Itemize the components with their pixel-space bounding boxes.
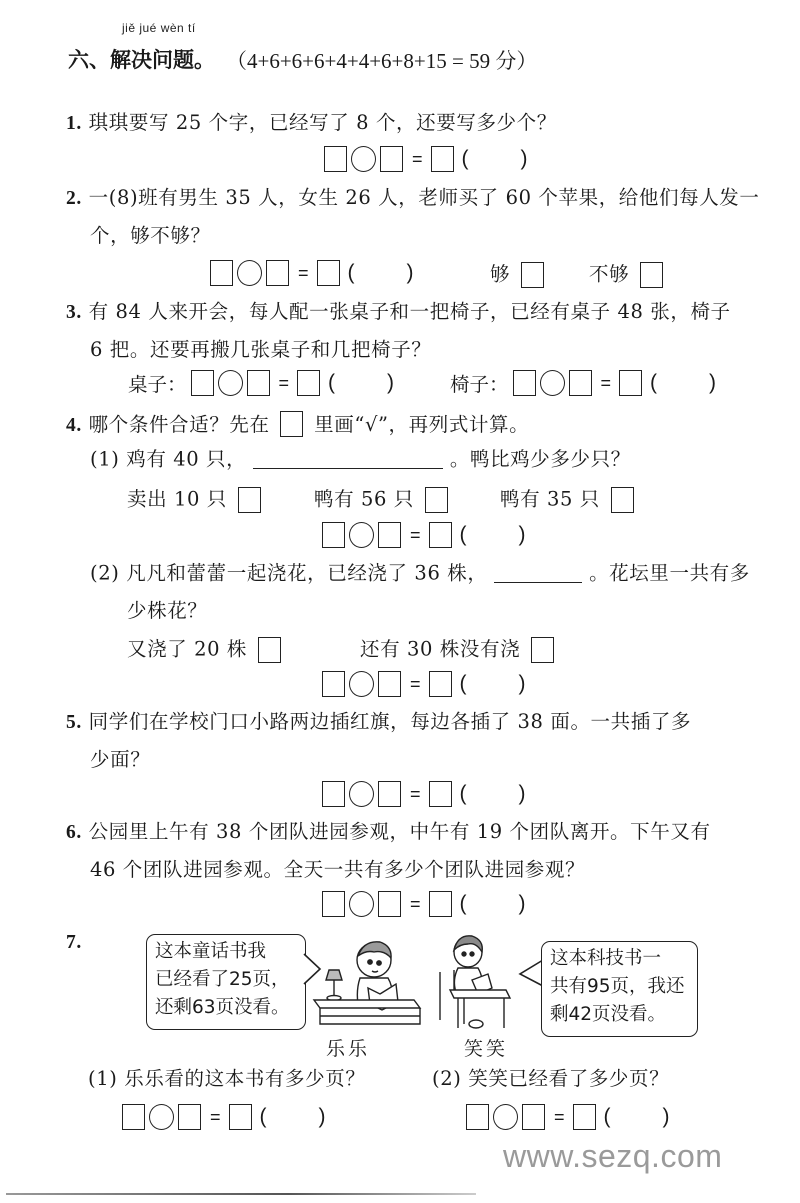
section-score: （4+6+6+6+4+4+6+8+15 = 59 分） <box>226 49 538 73</box>
equals-sign: = <box>298 262 309 283</box>
sub-label: (2) <box>90 561 120 585</box>
operator-circle[interactable] <box>149 1104 174 1130</box>
question-text-before: 哪个条件合适？先在 <box>88 413 270 436</box>
sub-text-line2: 少株花？ <box>127 599 208 622</box>
unit-paren-close: ) <box>520 147 528 170</box>
equals-sign: = <box>600 372 612 393</box>
equation-q5 <box>322 780 526 808</box>
condition-blank[interactable] <box>494 563 582 583</box>
unit-paren-close: ) <box>518 892 526 915</box>
option-checkbox[interactable] <box>425 487 448 513</box>
condition-blank[interactable] <box>253 449 443 469</box>
boy-reading-illustration-icon <box>312 938 422 1034</box>
question-2 <box>66 188 760 209</box>
sub-text-before: 凡凡和蕾蕾一起浇花，已经浇了 36 株， <box>126 561 488 585</box>
equation-q6 <box>322 890 526 918</box>
unit-paren-close: ) <box>406 261 414 284</box>
question-text-line2: 个，够不够？ <box>90 224 211 247</box>
operator-circle[interactable] <box>349 891 374 917</box>
sub-text-after: 。花坛里一共有多 <box>589 561 750 585</box>
option-ducks-56 <box>314 487 448 513</box>
operand-2-box[interactable] <box>378 671 401 697</box>
unit-paren-open: ( <box>459 892 467 915</box>
option-checkbox[interactable] <box>611 487 634 513</box>
unit-paren-open: ( <box>259 1105 267 1128</box>
option-checkbox[interactable] <box>238 487 261 513</box>
speech-bubble-xiaoxiao <box>541 941 698 1037</box>
operand-2-box[interactable] <box>569 370 592 396</box>
choice-enough <box>490 262 544 288</box>
question-number: 5. <box>66 712 82 733</box>
option-label: 卖出 10 只 <box>127 487 227 511</box>
bubble-line: 剩42页没看。 <box>550 1004 667 1025</box>
operand-1-box[interactable] <box>466 1104 489 1130</box>
option-checkbox[interactable] <box>258 637 281 663</box>
option-label: 鸭有 56 只 <box>314 487 414 511</box>
unit-paren-close: ) <box>662 1105 670 1128</box>
question-7-1 <box>88 1069 365 1089</box>
equals-sign: = <box>554 1106 565 1127</box>
question-text-line2: 少面？ <box>90 748 151 771</box>
equation-q7-1 <box>122 1103 326 1131</box>
question-4-2 <box>90 563 750 583</box>
operator-circle[interactable] <box>349 781 374 807</box>
option-label: 鸭有 35 只 <box>500 487 600 511</box>
operand-2-box[interactable] <box>378 891 401 917</box>
page-divider <box>6 1193 476 1195</box>
operand-1-box[interactable] <box>322 671 345 697</box>
result-box[interactable] <box>429 781 452 807</box>
question-1 <box>66 113 557 134</box>
sub-text: 笑笑已经看了多少页？ <box>468 1067 670 1090</box>
unit-paren-open: ( <box>650 371 658 394</box>
bubble-line: 还剩63页没看。 <box>155 997 290 1018</box>
question-text: 琪琪要写 25 个字，已经写了 8 个，还要写多少个？ <box>88 111 557 134</box>
equation-q3-tables <box>128 369 394 397</box>
result-box[interactable] <box>431 146 454 172</box>
operand-1-box[interactable] <box>191 370 214 396</box>
equals-sign: = <box>410 783 421 804</box>
operand-1-box[interactable] <box>122 1104 145 1130</box>
section-pinyin: jiě jué wèn tí <box>122 21 196 35</box>
speech-bubble-lele <box>146 934 306 1030</box>
operator-circle[interactable] <box>237 260 262 286</box>
character-name-xiaoxiao: 笑笑 <box>464 1038 509 1060</box>
operand-2-box[interactable] <box>378 781 401 807</box>
question-text-after: 里画“√”，再列式计算。 <box>314 413 530 436</box>
operand-1-box[interactable] <box>513 370 536 396</box>
question-number: 4. <box>66 415 82 436</box>
question-number: 6. <box>66 822 82 843</box>
question-number: 3. <box>66 302 82 323</box>
section-title: 六、解决问题。 <box>68 48 215 72</box>
equals-sign: = <box>412 148 423 169</box>
option-sold-10 <box>127 487 261 513</box>
option-label: 还有 30 株没有浇 <box>360 637 521 661</box>
operator-circle[interactable] <box>351 146 376 172</box>
operator-circle[interactable] <box>493 1104 518 1130</box>
unit-paren-close: ) <box>518 523 526 546</box>
question-text-line1: 一(8)班有男生 35 人，女生 26 人，老师买了 60 个苹果，给他们每人发一 <box>88 186 760 209</box>
unit-paren-close: ) <box>318 1105 326 1128</box>
option-watered-20 <box>127 637 281 663</box>
choice-not-enough <box>589 262 663 288</box>
sub-text-after: 。鸭比鸡少多少只？ <box>449 447 631 471</box>
unit-paren-close: ) <box>709 371 717 394</box>
operand-2-box[interactable] <box>522 1104 545 1130</box>
operator-circle[interactable] <box>218 370 243 396</box>
operand-2-box[interactable] <box>178 1104 201 1130</box>
question-number: 2. <box>66 188 82 209</box>
question-5 <box>66 712 691 733</box>
question-text-line1: 同学们在学校门口小路两边插红旗，每边各插了 38 面。一共插了多 <box>88 710 692 733</box>
result-box[interactable] <box>573 1104 596 1130</box>
unit-paren-close: ) <box>518 782 526 805</box>
question-text-line2: 6 把。还要再搬几张桌子和几把椅子？ <box>90 338 432 361</box>
chairs-label: 椅子： <box>450 373 509 396</box>
option-30-unwatered <box>360 637 554 663</box>
sub-label: (2) <box>432 1067 462 1090</box>
choice-enough-checkbox[interactable] <box>521 262 544 288</box>
question-4 <box>66 411 529 437</box>
equals-sign: = <box>278 372 290 393</box>
option-checkbox[interactable] <box>531 637 554 663</box>
operand-1-box[interactable] <box>210 260 233 286</box>
question-7-2 <box>432 1069 669 1089</box>
bubble-line: 这本童话书我 <box>155 941 267 962</box>
operand-2-box[interactable] <box>378 522 401 548</box>
sample-checkbox-icon <box>280 411 303 437</box>
equals-sign: = <box>210 1106 221 1127</box>
sub-text-before: 鸡有 40 只， <box>126 447 247 471</box>
option-label: 又浇了 20 株 <box>127 637 248 661</box>
question-3 <box>66 302 731 323</box>
result-box[interactable] <box>619 370 642 396</box>
equation-q2 <box>210 259 414 287</box>
question-text-line1: 有 84 人来开会，每人配一张桌子和一把椅子，已经有桌子 48 张，椅子 <box>88 300 731 323</box>
operand-1-box[interactable] <box>324 146 347 172</box>
operator-circle[interactable] <box>349 522 374 548</box>
unit-paren-open: ( <box>328 371 336 394</box>
result-box[interactable] <box>429 891 452 917</box>
equals-sign: = <box>410 893 421 914</box>
choice-label: 不够 <box>589 262 630 286</box>
bubble-line: 已经看了25页， <box>155 969 290 990</box>
tables-label: 桌子： <box>128 373 187 396</box>
result-box[interactable] <box>229 1104 252 1130</box>
unit-paren-open: ( <box>603 1105 611 1128</box>
result-box[interactable] <box>429 671 452 697</box>
equation-q4-2 <box>322 670 526 698</box>
operand-1-box[interactable] <box>322 522 345 548</box>
question-text-line2: 46 个团队进园参观。全天一共有多少个团队进园参观？ <box>90 858 586 881</box>
question-number: 7. <box>66 932 82 953</box>
unit-paren-open: ( <box>461 147 469 170</box>
equation-q1 <box>324 145 528 173</box>
option-ducks-35 <box>500 487 634 513</box>
choice-label: 够 <box>490 262 511 286</box>
watermark: www.sezq.com <box>503 1138 723 1174</box>
sub-label: (1) <box>88 1067 118 1090</box>
equation-q7-2 <box>466 1103 670 1131</box>
unit-paren-close: ) <box>518 672 526 695</box>
unit-paren-close: ) <box>387 371 395 394</box>
equation-q4-1 <box>322 521 526 549</box>
bubble-line: 共有95页，我还 <box>550 976 685 997</box>
girl-reading-illustration-icon <box>432 932 524 1034</box>
operand-2-box[interactable] <box>247 370 270 396</box>
operand-2-box[interactable] <box>266 260 289 286</box>
sub-label: (1) <box>90 447 120 471</box>
character-name-lele: 乐乐 <box>326 1038 371 1060</box>
operand-2-box[interactable] <box>380 146 403 172</box>
operator-circle[interactable] <box>349 671 374 697</box>
question-6 <box>66 822 711 843</box>
unit-paren-open: ( <box>347 261 355 284</box>
question-text-line1: 公园里上午有 38 个团队进园参观，中午有 19 个团队离开。下午又有 <box>88 820 711 843</box>
question-number: 1. <box>66 113 82 134</box>
unit-paren-open: ( <box>459 782 467 805</box>
choice-not-enough-checkbox[interactable] <box>640 262 663 288</box>
result-box[interactable] <box>429 522 452 548</box>
operator-circle[interactable] <box>540 370 565 396</box>
unit-paren-open: ( <box>459 672 467 695</box>
bubble-line: 这本科技书一 <box>550 948 662 969</box>
operand-1-box[interactable] <box>322 781 345 807</box>
sub-text: 乐乐看的这本书有多少页？ <box>124 1067 366 1090</box>
equation-q3-chairs <box>450 369 716 397</box>
result-box[interactable] <box>317 260 340 286</box>
question-4-1 <box>90 449 631 469</box>
operand-1-box[interactable] <box>322 891 345 917</box>
unit-paren-open: ( <box>459 523 467 546</box>
equals-sign: = <box>410 524 421 545</box>
result-box[interactable] <box>297 370 320 396</box>
equals-sign: = <box>410 673 421 694</box>
